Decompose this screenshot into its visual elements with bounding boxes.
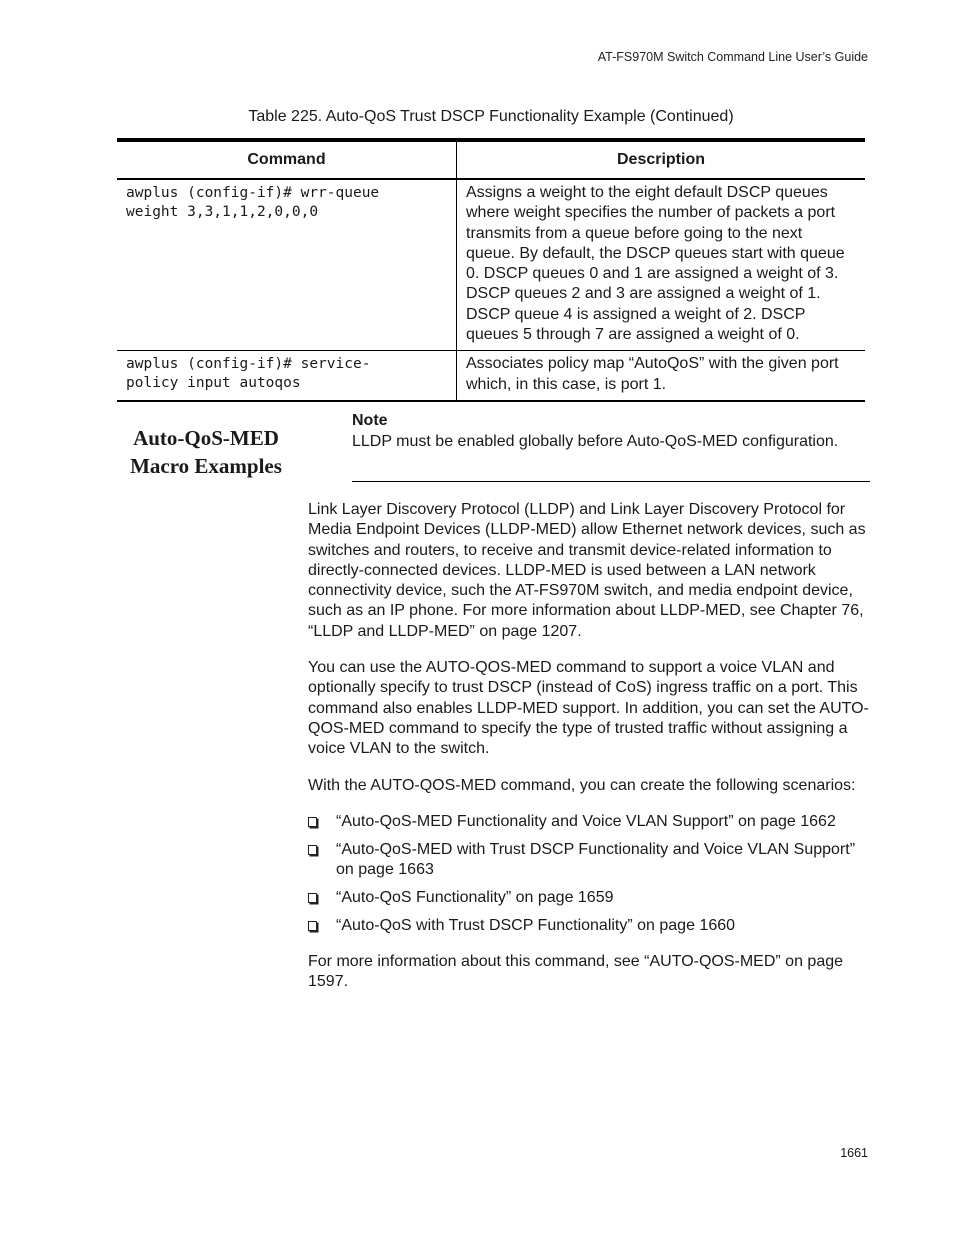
section-heading-line: Macro Examples: [130, 454, 282, 478]
paragraph: You can use the AUTO-QOS-MED command to support a voice VLAN and optionally specify to trust DSCP (instead of CoS) ingress traffic on a port. This command also enables LLDP-MED support. In addition, you can set the AUTO-QOS-MED command to specify the type of trusted traffic without assigning a voice VLAN to the switch.: [308, 659, 869, 758]
scenario-list: [308, 812, 876, 936]
checkbox-bullet-icon: [308, 893, 317, 903]
list-item-text: “Auto-QoS with Trust DSCP Functionality” on page 1660: [336, 916, 736, 934]
table-header-row: [117, 140, 865, 179]
list-item-text: “Auto-QoS-MED with Trust DSCP Functionality and Voice VLAN Support” on page 1663: [336, 840, 856, 878]
table-row: [117, 351, 865, 401]
column-header-description: Description: [457, 140, 866, 179]
section-heading-line: Auto-QoS-MED: [133, 426, 279, 450]
note-title: Note: [352, 412, 388, 429]
running-header: AT-FS970M Switch Command Line User’s Guide: [597, 50, 868, 64]
checkbox-bullet-icon: [308, 817, 317, 827]
list-item: [308, 840, 876, 881]
checkbox-bullet-icon: [308, 921, 317, 931]
column-header-command: Command: [117, 140, 457, 179]
list-item: [308, 812, 876, 832]
checkbox-bullet-icon: [308, 845, 317, 855]
closing-paragraph: For more information about this command, see “AUTO-QOS-MED” on page 1597.: [308, 952, 844, 991]
command-table: [117, 138, 865, 402]
description-cell: Assigns a weight to the eight default DSCP queues where weight specifies the number of packets a port transmits from a queue before going to the next queue. By default, the DSCP queues start with queue 0. DSCP queues 0 and 1 are assigned a weight of 3. DSCP queues 2 and 3 are assigned a weight of 1. DSCP queue 4 is assigned a weight of 2. DSCP queues 5 through 7 are assigned a weight of 0.: [457, 179, 866, 351]
command-line: weight 3,3,1,1,2,0,0,0: [126, 204, 319, 220]
command-line: awplus (config-if)# service-: [126, 356, 371, 373]
body-text: [308, 500, 876, 1008]
command-cell: [117, 179, 457, 351]
list-item-text: “Auto-QoS-MED Functionality and Voice VLAN Support” on page 1662: [336, 812, 836, 830]
list-item: [308, 888, 876, 908]
note-text: LLDP must be enabled globally before Auto-QoS-MED configuration.: [352, 433, 839, 450]
table-caption: Table 225. Auto-QoS Trust DSCP Functionality Example (Continued): [248, 108, 734, 125]
table-row: [117, 179, 865, 351]
command-line: policy input autoqos: [126, 375, 301, 392]
list-item-text: “Auto-QoS Functionality” on page 1659: [336, 888, 614, 906]
command-cell: [117, 351, 457, 401]
page-number: 1661: [840, 1146, 868, 1160]
note-box: [352, 408, 870, 482]
command-line: awplus (config-if)# wrr-queue: [126, 185, 380, 201]
paragraph: With the AUTO-QOS-MED command, you can create the following scenarios:: [308, 776, 856, 794]
paragraph: Link Layer Discovery Protocol (LLDP) and Link Layer Discovery Protocol for Media Endpoint Devices (LLDP-MED) allow Ethernet network devices, such as switches and routers, to receive and transmit device-related information to directly-connected devices. LLDP-MED is used between a LAN network connectivity device, such the AT-FS970M switch, and media endpoint device, such as an IP phone. For more information about LLDP-MED, see Chapter 76, “LLDP and LLDP-MED” on page 1207.: [308, 501, 866, 640]
section-heading: [117, 424, 295, 480]
description-cell: Associates policy map “AutoQoS” with the given port which, in this case, is port 1.: [457, 351, 866, 401]
list-item: [308, 916, 876, 936]
